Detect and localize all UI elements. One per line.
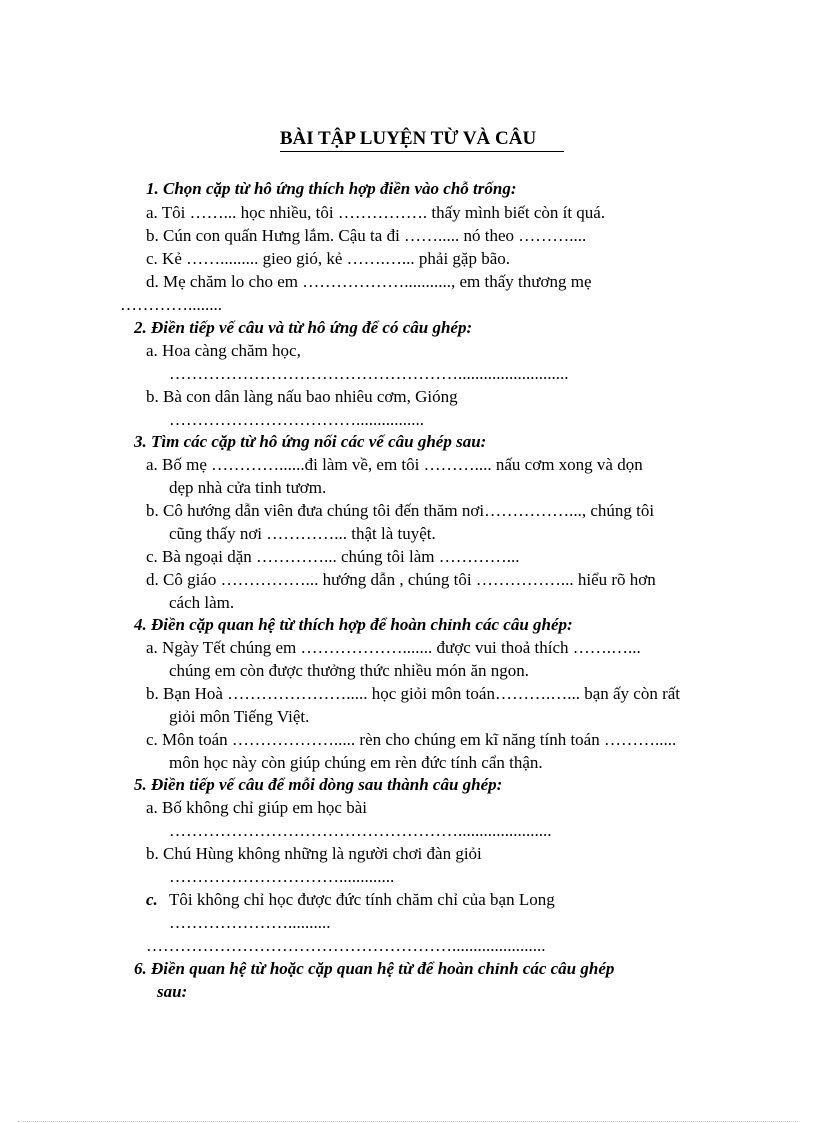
s4-item-c-cont: môn học này còn giúp chúng em rèn đức tính cẩn thận. — [169, 753, 543, 772]
s5-item-c-blank: ………………….......... — [169, 913, 331, 932]
page-bottom-rule — [18, 1121, 798, 1122]
s1-item-d: d. Mẹ chăm lo cho em ………………..........., em thấy thương mẹ — [146, 272, 592, 291]
s3-item-b: b. Cô hướng dẫn viên đưa chúng tôi đến thăm nơi……………..., chúng tôi — [146, 501, 655, 520]
page-title: BÀI TẬP LUYỆN TỪ VÀ CÂU — [0, 128, 816, 152]
s3-item-a-cont: dẹp nhà cửa tinh tươm. — [169, 478, 327, 497]
s5-item-c: Tôi không chỉ học được đức tính chăm chỉ của bạn Long — [169, 890, 555, 909]
section-5-heading: 5. Điền tiếp vế câu để mỗi dòng sau thành câu ghép: — [134, 775, 503, 794]
s5-item-b-blank: …………………………............. — [169, 867, 395, 886]
section-4-heading: 4. Điền cặp quan hệ từ thích hợp để hoàn chỉnh các câu ghép: — [134, 615, 573, 634]
s2-item-b: b. Bà con dân làng nấu bao nhiêu cơm, Gióng — [146, 387, 458, 406]
s1-item-d-cont: …………........ — [120, 295, 222, 314]
section-6-heading: 6. Điền quan hệ từ hoặc cặp quan hệ từ để hoàn chỉnh các câu ghép — [134, 959, 615, 978]
s5-item-b: b. Chú Hùng không những là người chơi đàn giỏi — [146, 844, 482, 863]
s3-item-c: c. Bà ngoại dặn …………... chúng tôi làm …………... — [146, 547, 520, 566]
section-3-heading: 3. Tìm các cặp từ hô ứng nối các vế câu ghép sau: — [134, 432, 487, 451]
s3-item-d-cont: cách làm. — [169, 593, 235, 612]
s4-item-a-cont: chúng em còn được thưởng thức nhiều món ăn ngon. — [169, 661, 530, 680]
s1-item-a: a. Tôi ……... học nhiều, tôi ……………. thấy mình biết còn ít quá. — [146, 203, 606, 222]
s4-item-b: b. Bạn Hoà …………………..... học giỏi môn toán……….…... bạn ấy còn rất — [146, 684, 681, 703]
s3-item-a: a. Bố mẹ …………......đi làm về, em tôi ……….... nấu cơm xong và dọn — [146, 455, 643, 474]
section-2-heading: 2. Điền tiếp vế câu và từ hô ứng để có câu ghép: — [134, 318, 473, 337]
section-1-heading: 1. Chọn cặp từ hô ứng thích hợp điền vào chỗ trống: — [146, 179, 517, 198]
s5-item-c-label: c. — [146, 890, 158, 909]
s2-item-a: a. Hoa càng chăm học, — [146, 341, 301, 360]
s4-item-a: a. Ngày Tết chúng em ………………....... được vui thoả thích …….…... — [146, 638, 641, 657]
s1-item-b: b. Cún con quấn Hưng lắm. Cậu ta đi ……..... nó theo ……….... — [146, 226, 587, 245]
section-6-heading-cont: sau: — [157, 982, 188, 1001]
s5-item-a: a. Bố không chỉ giúp em học bài — [146, 798, 367, 817]
s1-item-c: c. Kẻ ……......... gieo gió, kẻ …….…... phải gặp bão. — [146, 249, 511, 268]
s3-item-b-cont: cũng thấy nơi …………... thật là tuyệt. — [169, 524, 436, 543]
s4-item-b-cont: giỏi môn Tiếng Việt. — [169, 707, 310, 726]
s5-item-c-blank-2: ………………………………………………...................... — [146, 936, 546, 955]
s4-item-c: c. Môn toán ………………..... rèn cho chúng em kĩ năng tính toán ………..... — [146, 730, 677, 749]
s2-item-b-blank: ……………………………................ — [169, 410, 424, 429]
s5-item-a-blank: ……………………………………………...................... — [169, 821, 552, 840]
s2-item-a-blank: …………………………………………….......................... — [169, 364, 569, 383]
s3-item-d: d. Cô giáo ……………... hướng dẫn , chúng tôi ……………... hiểu rõ hơn — [146, 570, 656, 589]
